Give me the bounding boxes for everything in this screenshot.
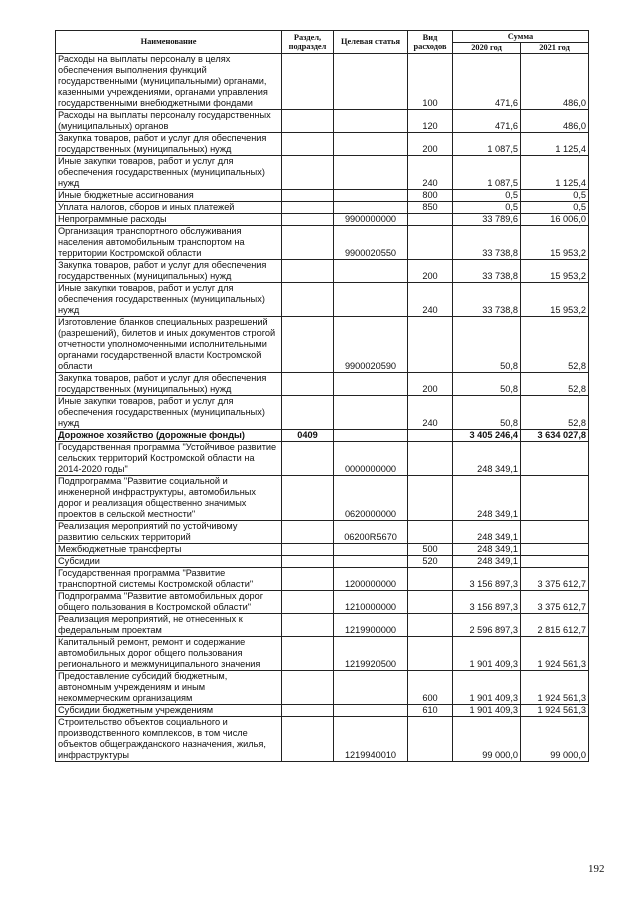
name-cell: Непрограммные расходы <box>56 214 282 226</box>
amount-2021-cell: 52,8 <box>521 396 589 430</box>
table-row <box>56 202 589 214</box>
section-cell <box>282 226 334 260</box>
header-section: Раздел, подраздел <box>282 31 334 54</box>
amount-2020-cell: 248 349,1 <box>453 476 521 521</box>
name-cell: Закупка товаров, работ и услуг для обеспечения государственных (муниципальных) нужд <box>56 260 282 283</box>
name-cell: Межбюджетные трансферты <box>56 544 282 556</box>
kind-cell: 240 <box>408 396 453 430</box>
amount-2021-cell: 52,8 <box>521 317 589 373</box>
kind-cell <box>408 430 453 442</box>
kind-cell <box>408 442 453 476</box>
amount-2020-cell: 33 789,6 <box>453 214 521 226</box>
target-cell <box>334 260 408 283</box>
target-cell <box>334 283 408 317</box>
amount-2021-cell: 3 375 612,7 <box>521 591 589 614</box>
amount-2021-cell <box>521 556 589 568</box>
target-cell: 0000000000 <box>334 442 408 476</box>
name-cell: Субсидии <box>56 556 282 568</box>
header-year-2020: 2020 год <box>453 43 521 54</box>
name-cell: Реализация мероприятий, не отнесенных к федеральным проектам <box>56 614 282 637</box>
kind-cell <box>408 476 453 521</box>
name-cell: Предоставление субсидий бюджетным, автономным учреждениям и иным некоммерческим организациям <box>56 671 282 705</box>
kind-cell <box>408 521 453 544</box>
amount-2021-cell: 3 375 612,7 <box>521 568 589 591</box>
amount-2021-cell <box>521 476 589 521</box>
amount-2021-cell: 1 125,4 <box>521 133 589 156</box>
target-cell: 0620000000 <box>334 476 408 521</box>
section-cell <box>282 283 334 317</box>
table-row <box>56 110 589 133</box>
name-cell: Государственная программа "Развитие транспортной системы Костромской области" <box>56 568 282 591</box>
name-cell: Государственная программа "Устойчивое развитие сельских территорий Костромской области на 2014-2020 годы" <box>56 442 282 476</box>
target-cell <box>334 396 408 430</box>
section-cell: 0409 <box>282 430 334 442</box>
amount-2020-cell: 0,5 <box>453 190 521 202</box>
amount-2020-cell: 248 349,1 <box>453 521 521 544</box>
amount-2021-cell: 1 924 561,3 <box>521 637 589 671</box>
table-row <box>56 544 589 556</box>
header-sum: Сумма <box>453 31 589 43</box>
name-cell: Уплата налогов, сборов и иных платежей <box>56 202 282 214</box>
kind-cell: 200 <box>408 133 453 156</box>
kind-cell <box>408 214 453 226</box>
amount-2021-cell: 15 953,2 <box>521 260 589 283</box>
amount-2020-cell: 471,6 <box>453 110 521 133</box>
section-cell <box>282 476 334 521</box>
amount-2021-cell: 16 006,0 <box>521 214 589 226</box>
amount-2021-cell: 0,5 <box>521 190 589 202</box>
kind-cell <box>408 226 453 260</box>
target-cell <box>334 133 408 156</box>
section-cell <box>282 202 334 214</box>
section-cell <box>282 637 334 671</box>
section-cell <box>282 614 334 637</box>
name-cell: Изготовление бланков специальных разрешений (разрешений), билетов и иных документов строгой отчетности уполномоченными исполнительными органами государственной власти Костромской области <box>56 317 282 373</box>
section-cell <box>282 544 334 556</box>
kind-cell <box>408 317 453 373</box>
amount-2020-cell: 3 156 897,3 <box>453 568 521 591</box>
name-cell: Расходы на выплаты персоналу в целях обеспечения выполнения функций государственными (муниципальными) органами, казенными учреждениями, органами управления государственными внебюджетными фондами <box>56 54 282 110</box>
name-cell: Реализация мероприятий по устойчивому развитию сельских территорий <box>56 521 282 544</box>
header-kind: Вид расходов <box>408 31 453 54</box>
amount-2021-cell: 486,0 <box>521 110 589 133</box>
amount-2020-cell: 50,8 <box>453 373 521 396</box>
table-row <box>56 156 589 190</box>
amount-2020-cell: 1 901 409,3 <box>453 705 521 717</box>
section-cell <box>282 442 334 476</box>
amount-2020-cell: 1 901 409,3 <box>453 671 521 705</box>
table-row <box>56 671 589 705</box>
target-cell <box>334 430 408 442</box>
kind-cell: 120 <box>408 110 453 133</box>
kind-cell <box>408 614 453 637</box>
amount-2020-cell: 1 087,5 <box>453 156 521 190</box>
amount-2021-cell: 52,8 <box>521 373 589 396</box>
section-cell <box>282 705 334 717</box>
target-cell <box>334 544 408 556</box>
name-cell: Расходы на выплаты персоналу государственных (муниципальных) органов <box>56 110 282 133</box>
amount-2021-cell: 99 000,0 <box>521 717 589 762</box>
amount-2020-cell: 248 349,1 <box>453 544 521 556</box>
amount-2021-cell: 15 953,2 <box>521 226 589 260</box>
header-name: Наименование <box>56 31 282 54</box>
target-cell: 9900020590 <box>334 317 408 373</box>
amount-2020-cell: 33 738,8 <box>453 283 521 317</box>
name-cell: Закупка товаров, работ и услуг для обеспечения государственных (муниципальных) нужд <box>56 373 282 396</box>
table-header <box>56 31 589 54</box>
table-row <box>56 442 589 476</box>
name-cell: Иные бюджетные ассигнования <box>56 190 282 202</box>
amount-2020-cell: 248 349,1 <box>453 556 521 568</box>
table-row <box>56 214 589 226</box>
target-cell <box>334 556 408 568</box>
amount-2021-cell <box>521 442 589 476</box>
amount-2021-cell <box>521 544 589 556</box>
amount-2021-cell: 1 125,4 <box>521 156 589 190</box>
target-cell <box>334 671 408 705</box>
amount-2021-cell: 3 634 027,8 <box>521 430 589 442</box>
name-cell: Организация транспортного обслуживания населения автомобильным транспортом на территории Костромской области <box>56 226 282 260</box>
section-cell <box>282 671 334 705</box>
name-cell: Иные закупки товаров, работ и услуг для обеспечения государственных (муниципальных) нужд <box>56 283 282 317</box>
amount-2020-cell: 33 738,8 <box>453 260 521 283</box>
target-cell <box>334 705 408 717</box>
section-cell <box>282 396 334 430</box>
kind-cell: 100 <box>408 54 453 110</box>
name-cell: Капитальный ремонт, ремонт и содержание автомобильных дорог общего пользования регионального и межмуниципального значения <box>56 637 282 671</box>
section-cell <box>282 521 334 544</box>
target-cell: 1200000000 <box>334 568 408 591</box>
page-number: 192 <box>588 863 605 875</box>
amount-2021-cell: 0,5 <box>521 202 589 214</box>
kind-cell: 610 <box>408 705 453 717</box>
amount-2020-cell: 99 000,0 <box>453 717 521 762</box>
amount-2020-cell: 471,6 <box>453 54 521 110</box>
target-cell: 1219940010 <box>334 717 408 762</box>
kind-cell <box>408 591 453 614</box>
table-row <box>56 637 589 671</box>
section-cell <box>282 556 334 568</box>
amount-2020-cell: 1 087,5 <box>453 133 521 156</box>
section-cell <box>282 190 334 202</box>
section-cell <box>282 568 334 591</box>
target-cell: 1219920500 <box>334 637 408 671</box>
table-row <box>56 133 589 156</box>
kind-cell <box>408 637 453 671</box>
section-cell <box>282 717 334 762</box>
table-row <box>56 705 589 717</box>
table-body <box>56 54 589 762</box>
header-target: Целевая статья <box>334 31 408 54</box>
section-cell <box>282 591 334 614</box>
target-cell <box>334 202 408 214</box>
kind-cell: 200 <box>408 373 453 396</box>
name-cell: Иные закупки товаров, работ и услуг для обеспечения государственных (муниципальных) нужд <box>56 396 282 430</box>
target-cell <box>334 190 408 202</box>
amount-2020-cell: 0,5 <box>453 202 521 214</box>
amount-2021-cell: 1 924 561,3 <box>521 671 589 705</box>
kind-cell: 200 <box>408 260 453 283</box>
kind-cell: 520 <box>408 556 453 568</box>
amount-2020-cell: 2 596 897,3 <box>453 614 521 637</box>
name-cell: Закупка товаров, работ и услуг для обеспечения государственных (муниципальных) нужд <box>56 133 282 156</box>
target-cell <box>334 373 408 396</box>
name-cell: Строительство объектов социального и производственного комплексов, в том числе объектов общегражданского назначения, жилья, инфраструктуры <box>56 717 282 762</box>
table-row <box>56 396 589 430</box>
amount-2020-cell: 248 349,1 <box>453 442 521 476</box>
section-cell <box>282 110 334 133</box>
name-cell: Дорожное хозяйство (дорожные фонды) <box>56 430 282 442</box>
amount-2020-cell: 33 738,8 <box>453 226 521 260</box>
kind-cell: 500 <box>408 544 453 556</box>
amount-2020-cell: 1 901 409,3 <box>453 637 521 671</box>
amount-2021-cell: 486,0 <box>521 54 589 110</box>
table-row <box>56 283 589 317</box>
table-row <box>56 226 589 260</box>
table-row <box>56 430 589 442</box>
target-cell: 1210000000 <box>334 591 408 614</box>
table-row <box>56 260 589 283</box>
section-cell <box>282 54 334 110</box>
kind-cell: 600 <box>408 671 453 705</box>
kind-cell <box>408 568 453 591</box>
target-cell <box>334 54 408 110</box>
table-row <box>56 190 589 202</box>
amount-2021-cell: 1 924 561,3 <box>521 705 589 717</box>
section-cell <box>282 373 334 396</box>
table-row <box>56 373 589 396</box>
amount-2020-cell: 50,8 <box>453 317 521 373</box>
amount-2020-cell: 3 405 246,4 <box>453 430 521 442</box>
target-cell: 06200R5670 <box>334 521 408 544</box>
section-cell <box>282 317 334 373</box>
kind-cell: 240 <box>408 283 453 317</box>
section-cell <box>282 260 334 283</box>
section-cell <box>282 133 334 156</box>
table-row <box>56 591 589 614</box>
name-cell: Субсидии бюджетным учреждениям <box>56 705 282 717</box>
kind-cell: 240 <box>408 156 453 190</box>
table-row <box>56 317 589 373</box>
kind-cell: 850 <box>408 202 453 214</box>
target-cell <box>334 156 408 190</box>
section-cell <box>282 156 334 190</box>
table-row <box>56 614 589 637</box>
name-cell: Иные закупки товаров, работ и услуг для обеспечения государственных (муниципальных) нужд <box>56 156 282 190</box>
amount-2021-cell: 2 815 612,7 <box>521 614 589 637</box>
table-row <box>56 568 589 591</box>
target-cell: 9900000000 <box>334 214 408 226</box>
amount-2020-cell: 50,8 <box>453 396 521 430</box>
table-row <box>56 556 589 568</box>
target-cell: 1219900000 <box>334 614 408 637</box>
table-row <box>56 54 589 110</box>
amount-2020-cell: 3 156 897,3 <box>453 591 521 614</box>
kind-cell: 800 <box>408 190 453 202</box>
section-cell <box>282 214 334 226</box>
kind-cell <box>408 717 453 762</box>
name-cell: Подпрограмма "Развитие автомобильных дорог общего пользования в Костромской области" <box>56 591 282 614</box>
budget-table <box>55 30 589 762</box>
amount-2021-cell: 15 953,2 <box>521 283 589 317</box>
table-row <box>56 476 589 521</box>
table-row <box>56 717 589 762</box>
amount-2021-cell <box>521 521 589 544</box>
name-cell: Подпрограмма "Развитие социальной и инженерной инфраструктуры, автомобильных дорог и реализация общественно значимых проектов в сельской местности" <box>56 476 282 521</box>
target-cell: 9900020550 <box>334 226 408 260</box>
target-cell <box>334 110 408 133</box>
table-row <box>56 521 589 544</box>
header-year-2021: 2021 год <box>521 43 589 54</box>
